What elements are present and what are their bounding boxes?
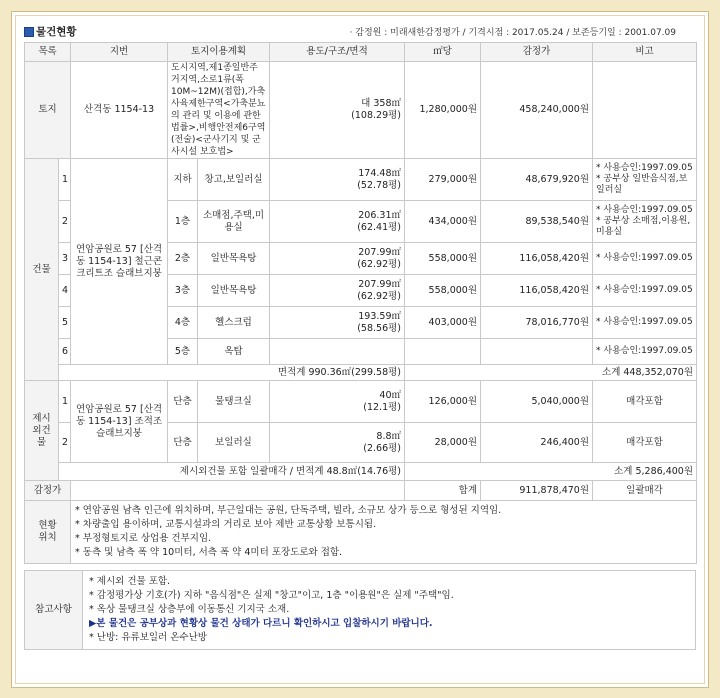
property-table <box>24 42 697 564</box>
bldg-no: 4 <box>59 275 71 307</box>
ext-total-row <box>25 463 697 481</box>
bldg-use: 창고,보일러실 <box>198 159 270 201</box>
bldg-area2: (62.92평) <box>357 258 402 270</box>
bldg-no: 3 <box>59 243 71 275</box>
bldg-area2: (52.78평) <box>357 179 402 191</box>
land-row <box>25 62 697 159</box>
table-row <box>25 381 697 423</box>
bldg-area <box>270 307 405 339</box>
bldg-no: 2 <box>59 201 71 243</box>
land-gam: 458,240,000원 <box>481 62 593 159</box>
bldg-per: 558,000원 <box>405 275 481 307</box>
location-label-text: 현황위치 <box>38 520 57 543</box>
bldg-use: 일반목욕탕 <box>198 275 270 307</box>
bldg-no: 1 <box>59 159 71 201</box>
appraisal-empty <box>71 481 405 501</box>
ext-addr: 연암공원로 57 [산격동 1154-13] 조적조슬래브지붕 <box>71 381 168 463</box>
section-header <box>24 22 696 42</box>
table-row <box>25 159 697 201</box>
bldg-gam: 116,058,420원 <box>481 275 593 307</box>
land-jibeon: 산격동 1154-13 <box>71 62 168 159</box>
appraisal-sum-label: 합계 <box>405 481 481 501</box>
bldg-subtotal: 소계 448,352,070원 <box>405 365 697 381</box>
bldg-area2: (58.56평) <box>357 322 402 334</box>
bldg-no: 6 <box>59 339 71 365</box>
bldg-area <box>270 243 405 275</box>
bldg-per: 403,000원 <box>405 307 481 339</box>
bldg-area <box>270 339 405 365</box>
appraisal-row <box>25 481 697 501</box>
reference-item: * 감정평가상 기호(가) 지하 "음식점"은 실제 "창고"이고, 1층 "이용원"은 실제 "주택"임. <box>89 590 454 601</box>
bldg-gam: 78,016,770원 <box>481 307 593 339</box>
ext-bigo: 매각포함 <box>593 423 697 463</box>
bldg-per: 558,000원 <box>405 243 481 275</box>
appraisal-label: 감정가 <box>25 481 71 501</box>
bldg-gam: 48,679,920원 <box>481 159 593 201</box>
ext-use: 보일러실 <box>198 423 270 463</box>
appraisal-note: 일괄매각 <box>593 481 697 501</box>
bldg-bigo: * 사용승인:1997.09.05 <box>593 339 697 365</box>
bldg-area <box>270 159 405 201</box>
location-item: * 부정형토지로 상업용 건부지임. <box>75 533 212 544</box>
bldg-gam <box>481 339 593 365</box>
bldg-total-row <box>25 365 697 381</box>
bldg-bigo: * 사용승인:1997.09.05 <box>593 243 697 275</box>
reference-row <box>25 571 696 650</box>
reference-item: * 옥상 물탱크실 상층부에 이동통신 기지국 소재. <box>89 604 290 615</box>
ext-use: 물탱크실 <box>198 381 270 423</box>
appraisal-sum: 911,878,470원 <box>481 481 593 501</box>
bldg-floor: 3층 <box>168 275 198 307</box>
land-area1: 대 358㎡ <box>361 98 402 109</box>
ext-bigo: 매각포함 <box>593 381 697 423</box>
ext-label-text: 제시외건물 <box>32 412 51 448</box>
location-text <box>71 501 697 564</box>
col-mokrok: 목록 <box>25 43 71 62</box>
ext-per: 126,000원 <box>405 381 481 423</box>
bldg-area1: 193.59㎡ <box>358 310 402 322</box>
land-area2: (108.29평) <box>351 110 402 121</box>
ext-subtotal: 소계 5,286,400원 <box>405 463 697 481</box>
bldg-bigo: * 사용승인:1997.09.05 * 공부상 소매점,이용원,미용실 <box>593 201 697 243</box>
col-jibeon: 지번 <box>71 43 168 62</box>
ext-per: 28,000원 <box>405 423 481 463</box>
bldg-no: 5 <box>59 307 71 339</box>
land-bigo <box>593 62 697 159</box>
ext-floor: 단층 <box>168 423 198 463</box>
ext-gam: 246,400원 <box>481 423 593 463</box>
section-bullet-icon <box>24 27 34 37</box>
ext-floor: 단층 <box>168 381 198 423</box>
bldg-area2: (62.41평) <box>357 221 402 233</box>
col-toji: 토지이용계획 <box>168 43 270 62</box>
land-label: 토지 <box>25 62 71 159</box>
bldg-use: 일반목욕탕 <box>198 243 270 275</box>
bldg-total-area: 면적계 990.36㎡(299.58평) <box>59 365 405 381</box>
bldg-bigo: * 사용승인:1997.09.05 <box>593 307 697 339</box>
ext-area1: 8.8㎡ <box>376 430 402 442</box>
bldg-floor: 2층 <box>168 243 198 275</box>
bldg-bigo: * 사용승인:1997.09.05 <box>593 275 697 307</box>
bldg-area <box>270 275 405 307</box>
bldg-floor: 지하 <box>168 159 198 201</box>
ext-no: 2 <box>59 423 71 463</box>
location-item: * 차량출입 용이하며, 교통시설과의 거리로 보아 제반 교통상황 보통시됨. <box>75 519 377 530</box>
bldg-label: 건물 <box>25 159 59 381</box>
table-header-row <box>25 43 697 62</box>
bldg-area2: (62.92평) <box>357 290 402 302</box>
section-title: 물건현황 <box>36 26 77 38</box>
location-label <box>25 501 71 564</box>
appraisal-meta: · 감정원 : 미래새한감정평가 / 기격시점 : 2017.05.24 / 보존등기일 : 2001.07.09 <box>349 28 676 38</box>
bldg-per: 279,000원 <box>405 159 481 201</box>
bldg-use: 소매점,주택,미용실 <box>198 201 270 243</box>
bldg-use: 헬스크럽 <box>198 307 270 339</box>
bldg-area <box>270 201 405 243</box>
ext-area <box>270 423 405 463</box>
reference-item: * 난방: 유류보일러 온수난방 <box>89 632 207 643</box>
col-gam: 감정가 <box>481 43 593 62</box>
ext-area1: 40㎡ <box>379 389 402 401</box>
bldg-use: 옥탑 <box>198 339 270 365</box>
col-bigo: 비고 <box>593 43 697 62</box>
reference-item: * 제시외 건물 포함. <box>89 576 171 587</box>
ext-label <box>25 381 59 481</box>
bldg-per <box>405 339 481 365</box>
bldg-area1: 207.99㎡ <box>358 278 402 290</box>
reference-table <box>24 570 696 650</box>
bldg-area1: 206.31㎡ <box>358 209 402 221</box>
bldg-gam: 89,538,540원 <box>481 201 593 243</box>
bldg-floor: 5층 <box>168 339 198 365</box>
location-item: * 동측 및 남측 폭 약 10미터, 서측 폭 약 4미터 포장도로와 접함. <box>75 547 343 558</box>
bldg-gam: 116,058,420원 <box>481 243 593 275</box>
bldg-floor: 1층 <box>168 201 198 243</box>
bldg-area1: 207.99㎡ <box>358 246 402 258</box>
bldg-addr: 연암공원로 57 [산격동 1154-13] 철근콘크리트조 슬래브지붕 <box>71 159 168 365</box>
land-per: 1,280,000원 <box>405 62 481 159</box>
land-plan: 도시지역,제1종일반주거지역,소로1류(폭 10M~12M)(접합),가축사육제한구역<가축분뇨의 관리 및 이용에 관한 법률>,비행안전제6구역(전술)<군사기지 및 군사시설 보호법> <box>168 62 270 159</box>
reference-text <box>83 571 696 650</box>
ext-total: 제시외건물 포함 일괄매각 / 면적계 48.8㎡(14.76평) <box>59 463 405 481</box>
reference-highlight: ▶본 물건은 공부상과 현황상 물건 상태가 다르니 확인하시고 입찰하시기 바랍니다. <box>89 618 433 629</box>
ext-area2: (2.66평) <box>363 442 402 454</box>
location-item: * 연암공원 남측 인근에 위치하며, 부근일대는 공원, 단독주택, 빌라, 소규모 상가 등으로 형성된 지역임. <box>75 505 502 516</box>
ext-area <box>270 381 405 423</box>
ext-area2: (12.1평) <box>363 401 402 413</box>
bldg-floor: 4층 <box>168 307 198 339</box>
ext-gam: 5,040,000원 <box>481 381 593 423</box>
col-per: ㎡당 <box>405 43 481 62</box>
bldg-area1: 174.48㎡ <box>358 167 402 179</box>
bldg-bigo: * 사용승인:1997.09.05 * 공부상 일반음식점,보일러실 <box>593 159 697 201</box>
bldg-per: 434,000원 <box>405 201 481 243</box>
col-yongdo: 용도/구조/면적 <box>270 43 405 62</box>
location-row <box>25 501 697 564</box>
land-area <box>270 62 405 159</box>
ext-no: 1 <box>59 381 71 423</box>
property-status-panel <box>24 22 696 650</box>
reference-label: 참고사항 <box>25 571 83 650</box>
